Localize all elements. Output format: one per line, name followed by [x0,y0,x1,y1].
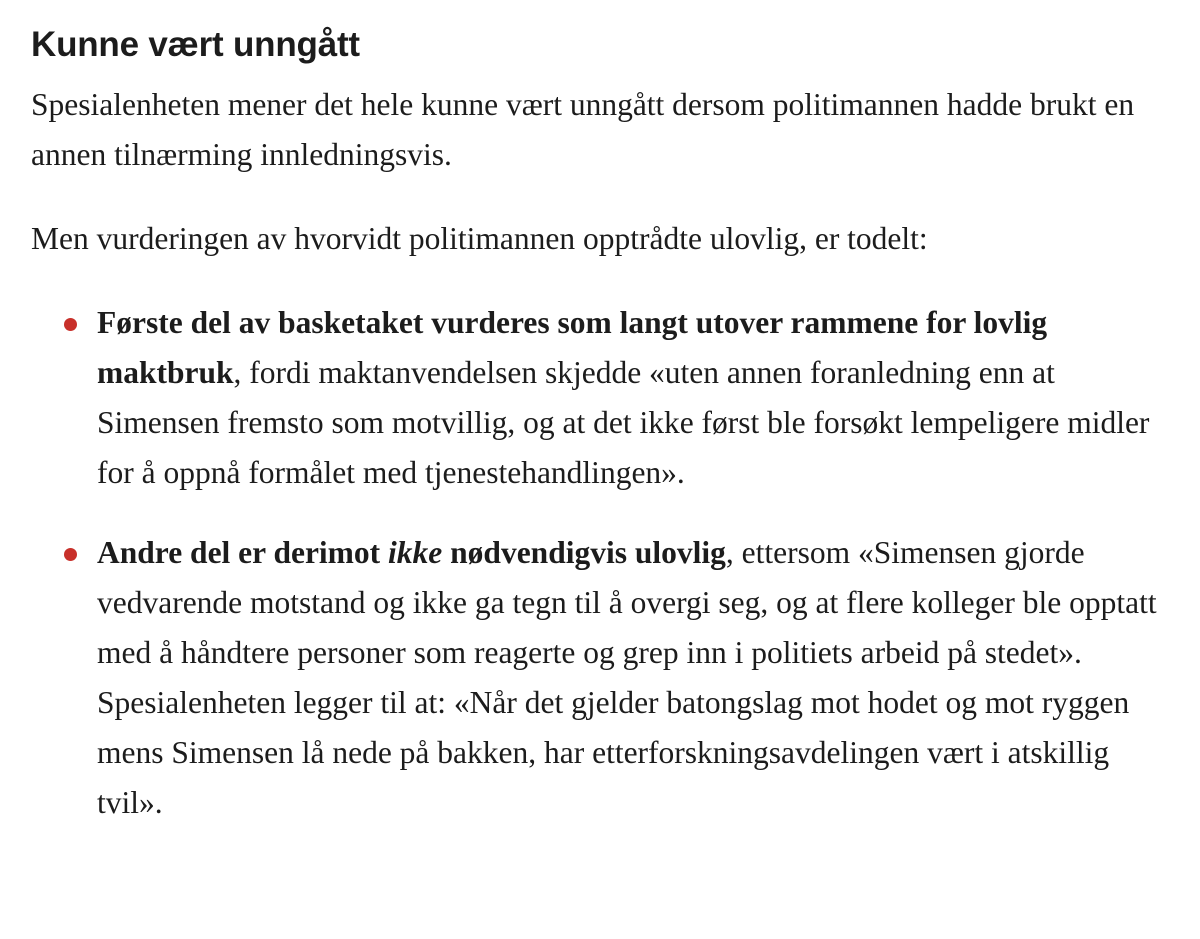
list-item-bold: Første del av basketaket vurderes som langt utover rammene for lovlig maktbruk [97,305,1048,390]
list-item [31,528,1160,828]
list-item [31,298,1160,498]
list-item-text: , fordi maktanvendelsen skjedde «uten annen foranledning enn at Simensen fremsto som motvillig, og at det ikke først ble forsøkt lempeligere midler for å oppnå formålet med tjenestehandlingen». [97,355,1150,490]
lead-paragraph: Men vurderingen av hvorvidt politimannen opptrådte ulovlig, er todelt: [31,221,928,256]
list-item-text: , ettersom «Simensen gjorde vedvarende motstand og ikke ga tegn til å overgi seg, og at flere kolleger ble opptatt med å håndtere personer som reagerte og grep inn i politiets arbeid på stedet». Spesialenheten legger til at: «Når det gjelder batongslag mot hodet og mot ryggen mens Simensen lå nede på bakken, har etterforskningsavdelingen vært i atskillig tvil». [97,535,1157,820]
intro-paragraph: Spesialenheten mener det hele kunne vært unngått dersom politimannen hadde brukt en annen tilnærming innledningsvis. [31,87,1135,172]
list-item-bold-end: nødvendigvis ulovlig [442,535,726,570]
list-item-bold-start: Andre del er derimot [97,535,389,570]
section-heading: Kunne vært unngått [31,25,360,64]
bullet-icon [64,548,77,561]
list-item-bold-italic: ikke [388,535,443,570]
assessment-list [31,298,1160,828]
bullet-icon [64,318,77,331]
list-item-bold [97,535,726,570]
